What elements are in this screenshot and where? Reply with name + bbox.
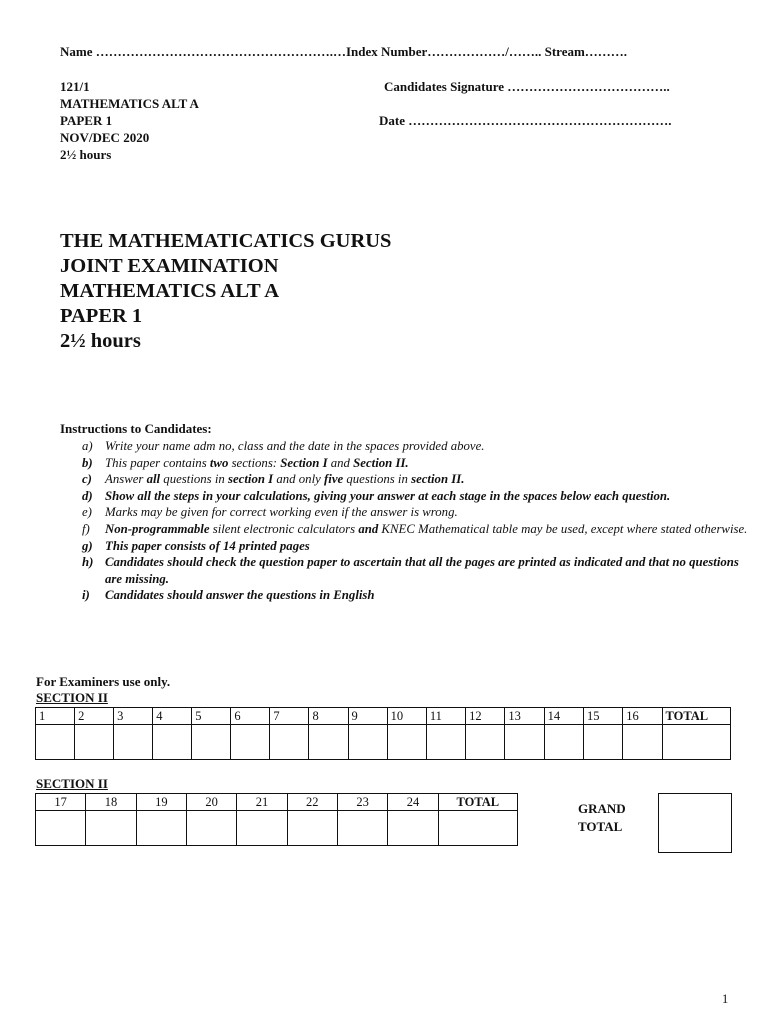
instruction-text: KNEC Mathematical table may be used, except where stated otherwise. [378, 521, 748, 536]
section-b-header-23: 23 [337, 794, 387, 811]
page-number: 1 [722, 992, 729, 1006]
section-a-header-3: 3 [114, 708, 153, 725]
title-line-4: PAPER 1 [60, 305, 143, 327]
instruction-text: and [358, 521, 379, 536]
section-b-mark-cell-22[interactable] [287, 811, 337, 846]
section-b-marks-table [35, 793, 518, 846]
instruction-item [60, 504, 750, 521]
name-index-stream-line: Name ……………………………………………….…Index Number………………/…….. Stream………. [60, 44, 628, 59]
exam-session: NOV/DEC 2020 [60, 130, 150, 145]
section-a-mark-cell-12[interactable] [466, 725, 505, 760]
instruction-item [60, 455, 750, 472]
section-a-header-15: 15 [583, 708, 622, 725]
date-line: Date ……………………………………………………. [379, 113, 672, 128]
title-line-3: MATHEMATICS ALT A [60, 280, 280, 302]
section-b-mark-cell-18[interactable] [86, 811, 136, 846]
section-a-header-8: 8 [309, 708, 348, 725]
instruction-text: This paper consists of 14 printed pages [105, 538, 310, 553]
instruction-text: sections: [228, 455, 281, 470]
grand-total-box[interactable] [658, 793, 732, 853]
instruction-item [60, 521, 750, 538]
section-b-mark-cell-total[interactable] [438, 811, 517, 846]
section-a-mark-cell-6[interactable] [231, 725, 270, 760]
section-b-header-24: 24 [388, 794, 438, 811]
instruction-label: a) [82, 439, 93, 453]
section-b-mark-cell-24[interactable] [388, 811, 438, 846]
section-a-header-12: 12 [466, 708, 505, 725]
instruction-text: questions in [160, 472, 229, 487]
grand-total-label [578, 800, 626, 836]
section-b-header-17: 17 [36, 794, 86, 811]
instruction-text: and [327, 455, 354, 470]
section-b-header-18: 18 [86, 794, 136, 811]
section-a-mark-cell-8[interactable] [309, 725, 348, 760]
section-a-mark-cell-9[interactable] [348, 725, 387, 760]
instruction-text: Answer [105, 472, 147, 487]
section-a-header-5: 5 [192, 708, 231, 725]
section-b-header-22: 22 [287, 794, 337, 811]
instruction-label: b) [82, 455, 93, 470]
section-b-label: SECTION II [36, 776, 108, 791]
instruction-text: Section II. [353, 455, 409, 470]
instruction-text: silent electronic calculators [209, 521, 359, 536]
subject-name: MATHEMATICS ALT A [60, 96, 199, 111]
section-a-marks-table [35, 707, 731, 760]
instruction-label: f) [82, 521, 90, 536]
section-a-mark-cell-10[interactable] [387, 725, 426, 760]
section-a-mark-cell-16[interactable] [623, 725, 662, 760]
paper-number: PAPER 1 [60, 113, 113, 128]
section-b-mark-cell-20[interactable] [186, 811, 236, 846]
instruction-text: two [209, 455, 229, 470]
examiner-use-label: For Examiners use only. [36, 674, 171, 689]
section-a-header-11: 11 [426, 708, 465, 725]
grand-total-line-1: GRAND [578, 801, 626, 816]
instruction-item [60, 438, 750, 455]
section-a-header-14: 14 [544, 708, 583, 725]
section-a-header-6: 6 [231, 708, 270, 725]
section-b-header-19: 19 [136, 794, 186, 811]
instructions-heading: Instructions to Candidates: [60, 421, 212, 436]
instruction-text: This paper contains [105, 455, 210, 470]
section-a-header-9: 9 [348, 708, 387, 725]
section-a-mark-cell-13[interactable] [505, 725, 544, 760]
instruction-text: section II. [411, 472, 465, 487]
instruction-text: Candidates should answer the questions in English [105, 588, 375, 603]
title-line-5: 2½ hours [60, 330, 141, 352]
grand-total-line-2: TOTAL [578, 819, 623, 834]
section-a-header-13: 13 [505, 708, 544, 725]
instruction-text: five [324, 472, 344, 487]
instruction-label: g) [82, 538, 93, 553]
section-a-header-1: 1 [36, 708, 75, 725]
instruction-text: Candidates should check the question paper to ascertain that all the pages are printed as indicated and that no questions are missing. [105, 555, 739, 586]
instruction-label: h) [82, 555, 94, 570]
section-a-mark-cell-15[interactable] [583, 725, 622, 760]
instruction-item [60, 587, 750, 604]
instruction-text: and only [273, 472, 324, 487]
section-a-header-7: 7 [270, 708, 309, 725]
instructions-list [60, 438, 750, 604]
section-b-mark-cell-21[interactable] [237, 811, 287, 846]
exam-title [60, 229, 391, 354]
section-b-mark-cell-19[interactable] [136, 811, 186, 846]
instruction-label: c) [82, 472, 92, 487]
section-b-header-total: TOTAL [438, 794, 517, 811]
instruction-text: Non-programmable [105, 521, 210, 536]
instruction-text: Show all the steps in your calculations, giving your answer at each stage in the spaces below each question. [105, 488, 671, 503]
section-a-header-16: 16 [623, 708, 662, 725]
paper-details [60, 78, 199, 163]
section-a-mark-cell-5[interactable] [192, 725, 231, 760]
instruction-label: e) [82, 505, 92, 520]
section-a-header-total: TOTAL [662, 708, 730, 725]
section-a-mark-cell-7[interactable] [270, 725, 309, 760]
candidate-signature-line: Candidates Signature ……………………………….. [384, 79, 670, 94]
instruction-text: section I [228, 472, 274, 487]
section-b-header-20: 20 [186, 794, 236, 811]
section-a-header-2: 2 [75, 708, 114, 725]
title-line-1: THE MATHEMATICATICS GURUS [60, 230, 392, 252]
section-a-mark-cell-3[interactable] [114, 725, 153, 760]
section-a-mark-cell-total[interactable] [662, 725, 730, 760]
instruction-label: d) [82, 488, 93, 503]
section-a-mark-cell-2[interactable] [75, 725, 114, 760]
instruction-text: Write your name adm no, class and the date in the spaces provided above. [105, 439, 485, 453]
section-a-mark-cell-11[interactable] [426, 725, 465, 760]
section-a-mark-cell-1[interactable] [36, 725, 75, 760]
section-b-mark-cell-23[interactable] [337, 811, 387, 846]
exam-duration: 2½ hours [60, 147, 112, 162]
instruction-text: questions in [343, 472, 412, 487]
instruction-item [60, 554, 750, 587]
section-a-mark-cell-14[interactable] [544, 725, 583, 760]
instruction-text: all [146, 472, 161, 487]
section-b-mark-cell-17[interactable] [36, 811, 86, 846]
section-a-header-10: 10 [387, 708, 426, 725]
instruction-text: Section I [280, 455, 328, 470]
instruction-label: i) [82, 588, 90, 603]
section-b-header-21: 21 [237, 794, 287, 811]
instruction-item [60, 488, 750, 505]
paper-code: 121/1 [60, 79, 90, 94]
instruction-item [60, 471, 750, 488]
instruction-text: Marks may be given for correct working even if the answer is wrong. [105, 505, 458, 520]
instruction-item [60, 538, 750, 555]
section-a-mark-cell-4[interactable] [153, 725, 192, 760]
section-a-label: SECTION II [36, 690, 108, 705]
section-a-header-4: 4 [153, 708, 192, 725]
title-line-2: JOINT EXAMINATION [60, 255, 279, 277]
